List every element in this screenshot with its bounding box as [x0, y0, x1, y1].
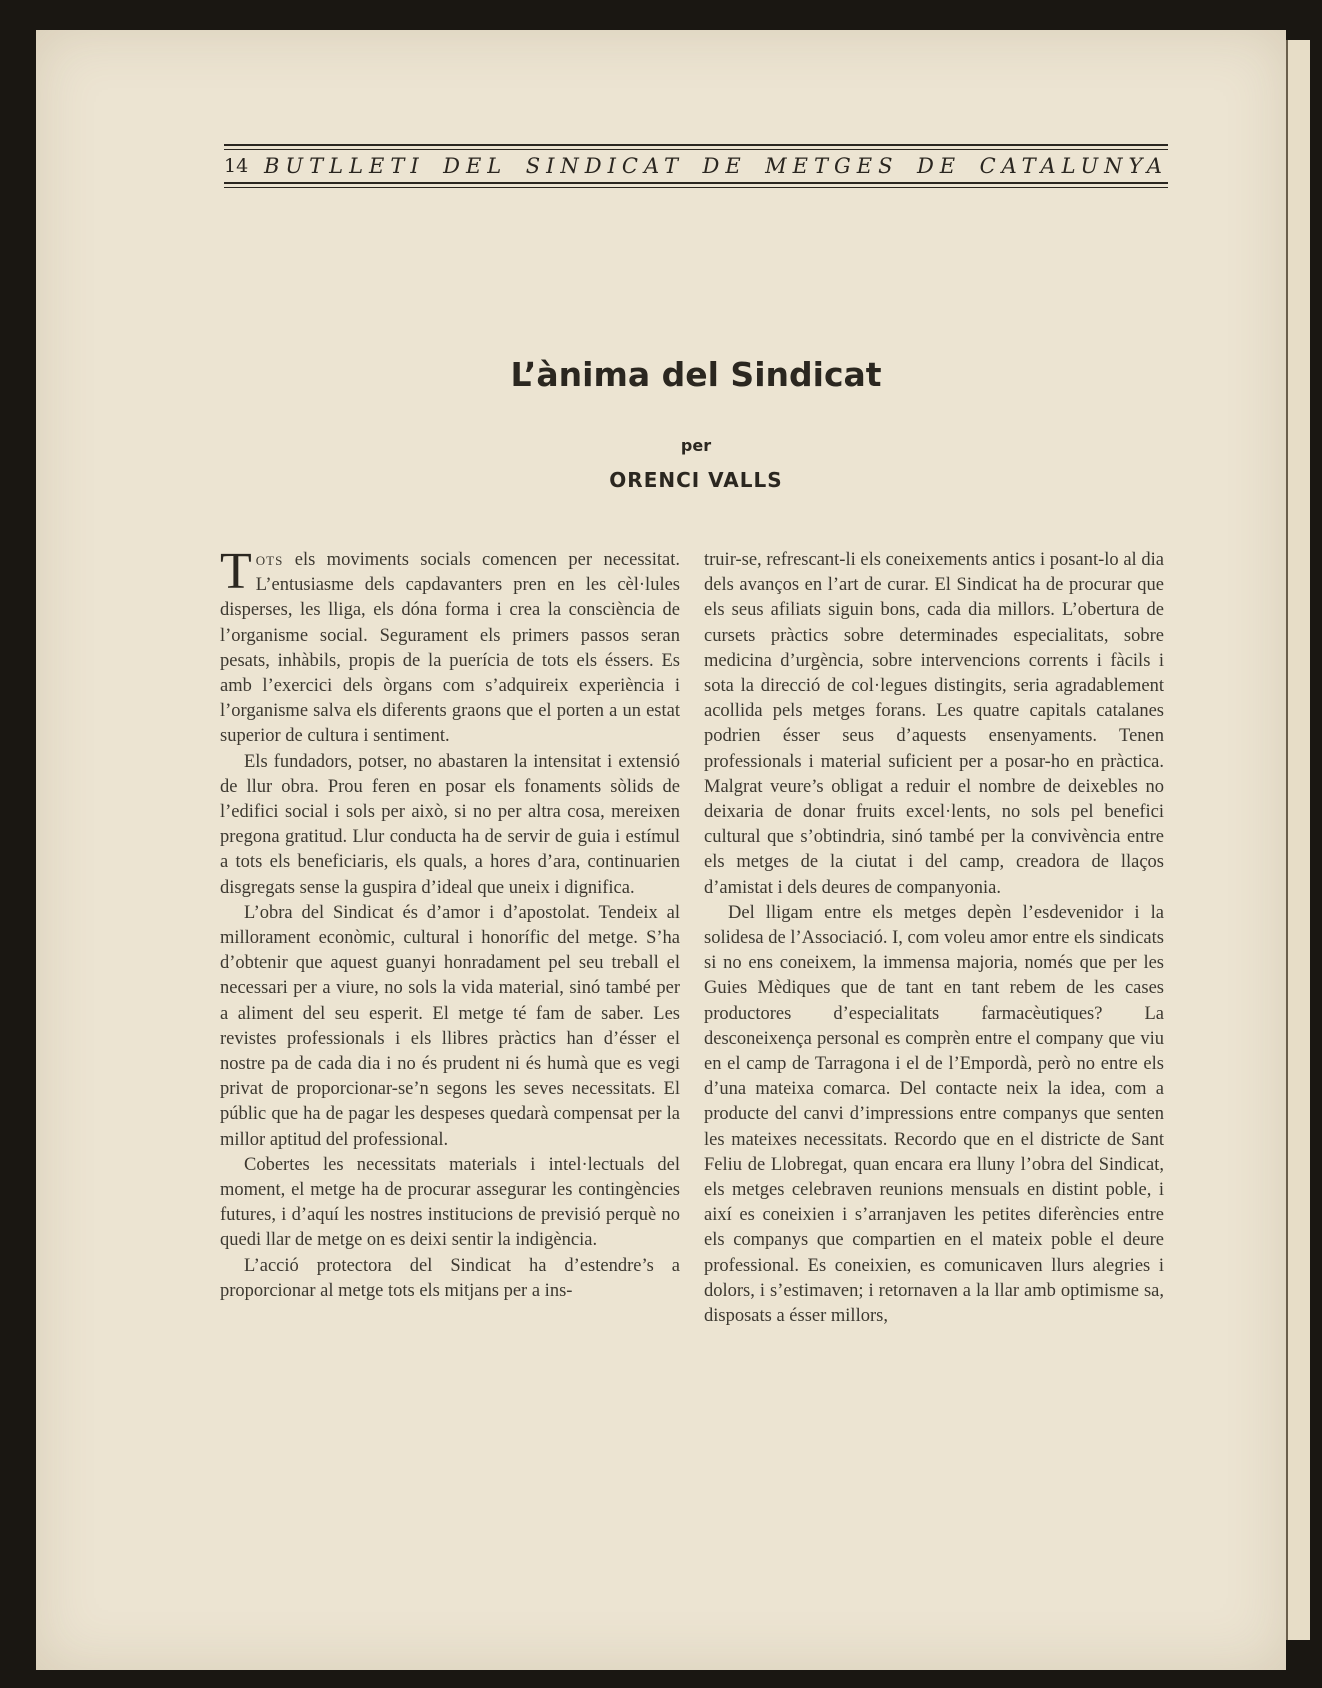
journal-word: METGES — [765, 154, 899, 178]
drop-cap: T — [220, 543, 252, 600]
header-rule-bottom — [224, 182, 1168, 184]
journal-title — [264, 154, 1168, 178]
journal-word: SINDICAT — [525, 154, 685, 178]
paragraph: L’acció protectora del Sindicat ha d’estendre’s a proporcionar al metge tots els mitjans per a ins- — [220, 1255, 680, 1301]
paragraph: Cobertes les necessitats materials i intel·lectuals del moment, el metge ha de procurar assegurar les contingències futures, i d’aquí les nostres institucions de previsió perquè no quedi llar de metge on es deixi sentir la indigència. — [220, 1154, 680, 1251]
header-row — [224, 150, 1168, 182]
text-column-left — [220, 543, 680, 1304]
text-column-right — [704, 548, 1164, 1329]
journal-word: BUTLLETI — [264, 154, 425, 178]
page-number: 14 — [224, 155, 249, 177]
paragraph-text: els moviments socials comencen per necessitat. L’entusiasme dels capdavanters pren en les cèl·lules disperses, les lliga, els dóna forma i crea la consciència de l’organisme social. Segurament els primers passos seran pesats, inhàbils, propis de la puerícia de tots els éssers. Es amb l’exercici dels òrgans com s’adquireix experiència i l’organisme salva els diferents graons que el porten a un estat superior de cultura i sentiment. — [220, 550, 680, 747]
journal-word: DE — [702, 154, 747, 178]
paragraph: Els fundadors, potser, no abastaren la intensitat i extensió de llur obra. Prou feren en posar els fonaments sòlids de l’edifici social i sols per això, si no per altra cosa, mereixen pregona gratitud. Llur conducta ha de servir de guia i estímul a tots els beneficiaris, els quals, a hores d’ara, continuarien disgregats sense la guspira d’ideal que uneix i dignifica. — [220, 751, 680, 898]
header-rule-top — [224, 144, 1168, 146]
journal-word: DEL — [443, 154, 508, 178]
article-title: L’ànima del Sindicat — [510, 355, 882, 394]
next-page-edge — [1286, 40, 1310, 1640]
running-header — [224, 144, 1168, 188]
paragraph — [220, 543, 680, 750]
paragraph: L’obra del Sindicat és d’amor i d’apostolat. Tendeix al millorament econòmic, cultural i honorífic del metge. S’ha d’obtenir que aquest guanyi honradament pel seu treball el necessari per a viure, no sols la vida material, sinó també per a aliment del seu esperit. El metge té fam de saber. Les revistes professionals i els llibres pràctics han d’ésser el nostre pa de cada dia i no és prudent ni és humà que es vegi privat de proporcionar-se’n segons les seves necessitats. El públic que ha de pagar les despeses quedarà compensat per la millor aptitud del professional. — [220, 902, 680, 1150]
byline-per: per — [680, 436, 712, 455]
paragraph: truir-se, refrescant-li els coneixements antics i posant-lo al dia dels avanços en l’art de curar. El Sindicat ha de procurar que els seus afiliats siguin bons, cada dia millors. L’obertura de cursets pràctics sobre determinades especialitats, sobre medicina d’urgència, sobre intervencions corrents i fàcils i sota la direcció de col·legues distingits, seria agradablement acollida pels metges forans. Les quatre capitals catalanes podrien ésser seus d’aquests ensenyaments. Tenen professionals i material suficient per a posar-ho en pràctica. Malgrat veure’s obligat a reduir el nombre de deixebles no deixaria de donar fruits excel·lents, no sols pel benefici cultural que s’obtindria, sinó també per la convivència entre els metges de la ciutat i del camp, creadora de llaços d’amistat i dels deures de companyonia. — [704, 550, 1164, 898]
journal-word: DE — [916, 154, 962, 178]
first-word-rest: ots — [255, 550, 284, 570]
journal-word: CATALUNYA — [979, 154, 1168, 178]
paragraph: Del lligam entre els metges depèn l’esdevenidor i la solidesa de l’Associació. I, com voleu amor entre els sindicats si no ens coneixem, la immensa majoria, només que per les Guies Mèdiques que de tant en tant rebem de les cases productores d’especialitats farmacèutiques? La desconeixença personal es comprèn entre el company que viu en el camp de Tarragona i el de l’Empordà, però no entre els d’una mateixa comarca. Del contacte neix la idea, com a producte del canvi d’impressions entre companys que senten les mateixes necessitats. Recordo que en el districte de Sant Feliu de Llobregat, quan encara era lluny l’obra del Sindicat, els metges celebraven reunions mensuals en distint poble, i així es coneixien i s’arranjaven les petites diferències entre els companys que compartien en el mateix poble el deure professional. Es coneixien, es comunicaven llurs alegries i dolors, i s’estimaven; i retornaven a la llar amb optimisme sa, disposats a ésser millors, — [704, 902, 1164, 1327]
article-author: ORENCI VALLS — [609, 468, 783, 492]
header-rule-bottom-thin — [224, 187, 1168, 188]
